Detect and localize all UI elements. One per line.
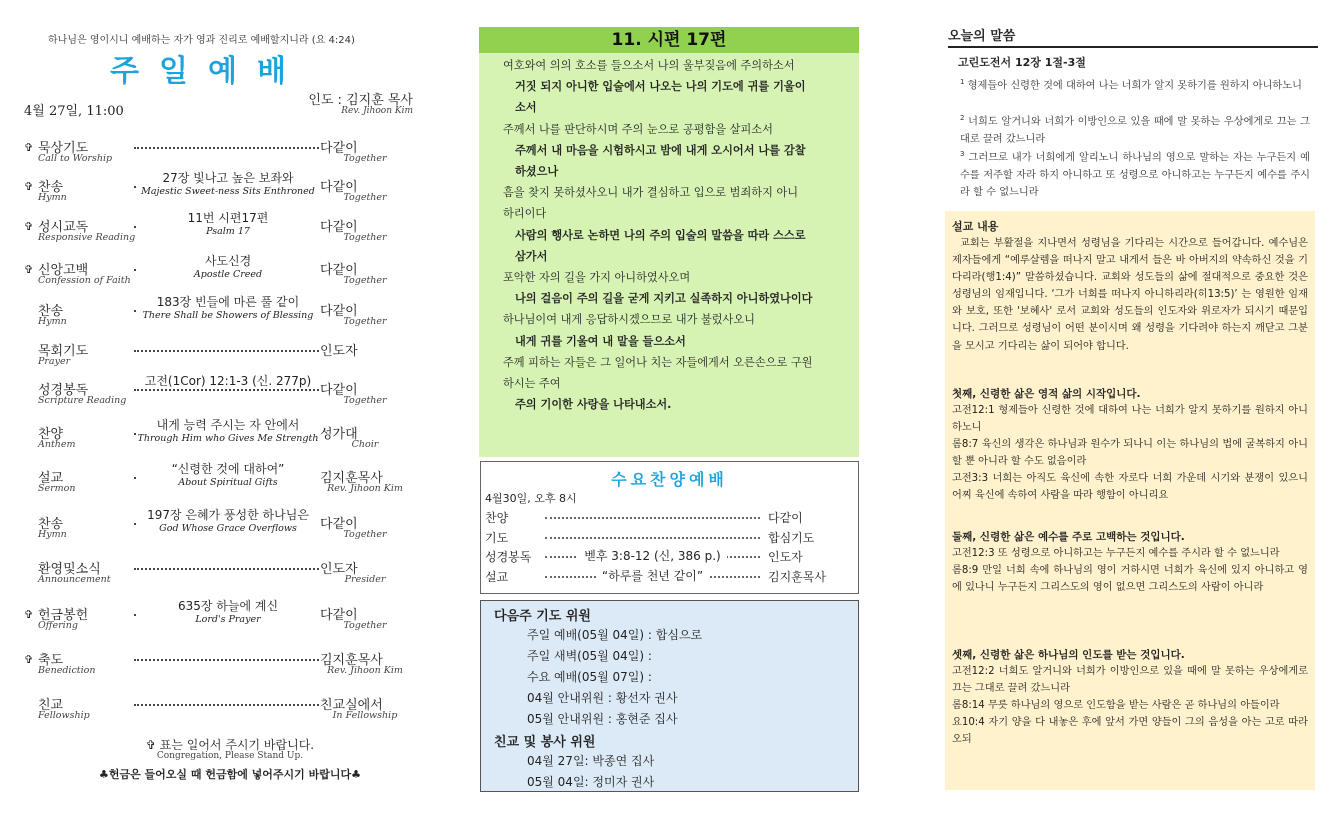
order-item-leader-en: Rev. Jihoon Kim bbox=[327, 665, 403, 676]
order-item-title-en: Responsive Reading bbox=[38, 232, 136, 243]
dot-leader bbox=[134, 704, 319, 706]
scripture-reference: 고린도전서 12장 1절-3절 bbox=[958, 56, 1086, 69]
psalm-line-leader: 흠을 찾지 못하셨사오니 내가 결심하고 입으로 범죄하지 아니 bbox=[503, 186, 799, 200]
dot-leader bbox=[134, 147, 319, 149]
order-item-detail-en: Psalm 17 bbox=[206, 226, 250, 237]
wednesday-item-detail: “하루를 천년 같이” bbox=[545, 567, 760, 584]
order-item bbox=[24, 418, 419, 465]
scripture-verse: $^2$ 너희도 알거니와 너희가 이방인으로 있을 때에 말 못하는 우상에게로 끄는 그대로 끌려 갔느니라 bbox=[960, 114, 1310, 145]
order-item-title-en: Confession of Faith bbox=[38, 275, 131, 286]
stand-note: ✞ 표는 일어서 주시기 바랍니다. bbox=[145, 738, 315, 752]
order-item-detail bbox=[136, 508, 320, 535]
order-item bbox=[24, 649, 419, 691]
wednesday-item-leader: 김지훈목사 bbox=[768, 570, 826, 584]
order-item-title: 목회기도 bbox=[38, 344, 89, 359]
order-item bbox=[24, 374, 419, 421]
fellowship-item: 05월 04일: 정미자 권사 bbox=[527, 775, 655, 789]
order-item-title: 설교 bbox=[38, 471, 64, 486]
psalm-line-response: 주께서 내 마음을 시험하시고 밤에 내게 오시어서 나를 감찰 bbox=[515, 143, 806, 157]
order-item-detail-en: Lord's Prayer bbox=[195, 614, 261, 625]
order-item-leader: 성가대 bbox=[320, 427, 358, 442]
order-item-detail bbox=[136, 374, 320, 389]
psalm-line-response: 거짓 되지 아니한 입술에서 나오는 나의 기도에 귀를 기울이 bbox=[515, 80, 806, 94]
psalm-line-leader: 여호와여 의의 호소를 들으소서 나의 울부짖음에 주의하소서 bbox=[503, 59, 795, 72]
sermon-point-heading: 둘째, 신령한 삶은 예수를 주로 고백하는 것입니다. bbox=[952, 531, 1185, 543]
order-item-title-en: Hymn bbox=[38, 192, 67, 203]
order-item-leader-en: Together bbox=[343, 620, 387, 631]
scripture-verse: $^3$ 그러므로 내가 너희에게 알리노니 하나님의 영으로 말하는 자는 누구든지 예수를 저주할 자라 하지 아니하고 또 성령으로 아니하고는 누구든지 예수를 주시라 할 수 없느니라 bbox=[960, 150, 1310, 199]
order-item-title-en: Fellowship bbox=[38, 710, 90, 721]
order-item-leader: 다같이 bbox=[320, 263, 358, 278]
wednesday-order-item bbox=[485, 548, 855, 568]
stand-note-en: Congregation, Please Stand Up. bbox=[156, 751, 304, 761]
header-verse: 하나님은 영이시니 예배하는 자가 영과 진리로 예배할지니라 (요 4:24) bbox=[48, 35, 355, 46]
wednesday-order-item bbox=[485, 529, 855, 549]
order-item-title-en: Scripture Reading bbox=[38, 395, 127, 406]
order-item-detail bbox=[136, 254, 320, 281]
order-item-leader: 다같이 bbox=[320, 383, 358, 398]
order-item-title: 찬송 bbox=[38, 304, 64, 319]
psalm-line-response: 주의 기이한 사랑을 나타내소서. bbox=[515, 398, 672, 412]
order-item-detail-ko: 내게 능력 주시는 자 안에서 bbox=[156, 418, 300, 432]
order-item-title: 찬송 bbox=[38, 180, 64, 195]
order-item-leader-en: Together bbox=[343, 316, 387, 327]
order-item-leader: 김지훈목사 bbox=[320, 653, 383, 668]
wednesday-item-title: 찬양 bbox=[485, 511, 509, 525]
offering-note: ♣헌금은 들어오실 때 헌금함에 넣어주시기 바랍니다♣ bbox=[98, 768, 361, 781]
order-item-detail-ko: 사도신경 bbox=[204, 254, 252, 268]
dot-leader bbox=[134, 350, 319, 352]
dot-leader bbox=[134, 659, 319, 661]
sermon-heading: 설교 내용 bbox=[952, 220, 999, 233]
psalm-line-response: 내게 귀를 기울여 내 말을 들으소서 bbox=[515, 334, 686, 348]
wednesday-item-leader: 합심기도 bbox=[768, 531, 815, 545]
order-item-detail-ko: 11번 시편17편 bbox=[187, 211, 269, 225]
order-item-title-en: Hymn bbox=[38, 316, 67, 327]
order-item-leader: 인도자 bbox=[320, 562, 358, 577]
psalm-heading: 11. 시편 17편 bbox=[479, 27, 859, 53]
service-date: 4월 27일, 11:00 bbox=[24, 104, 124, 119]
order-item-detail bbox=[136, 295, 320, 322]
order-item-leader: 다같이 bbox=[320, 180, 358, 195]
order-item-detail-en: Apostle Creed bbox=[193, 269, 263, 280]
order-item-detail-ko: 183장 빈들에 마른 풀 같이 bbox=[156, 295, 300, 309]
order-item-title: 성경봉독 bbox=[38, 383, 89, 398]
fellowship-item: 04월 27일: 박종연 집사 bbox=[527, 754, 655, 768]
wednesday-order-item bbox=[485, 509, 855, 529]
order-item-leader-en: Together bbox=[343, 232, 387, 243]
psalm-line-response: 하셨으나 bbox=[515, 165, 559, 179]
order-item-leader: 김지훈목사 bbox=[320, 471, 383, 486]
page-title: 주일예배 bbox=[110, 54, 306, 89]
order-item-detail bbox=[136, 462, 320, 489]
order-item-leader: 다같이 bbox=[320, 517, 358, 532]
wednesday-item-title: 설교 bbox=[485, 570, 509, 584]
order-item-leader: 다같이 bbox=[320, 608, 358, 623]
sermon-point-body: 고전12:1 형제들아 신령한 것에 대하여 나는 너희가 알지 못하기를 원하지 아니하노니 롬8:7 육신의 생각은 하나님과 원수가 되나니 이는 하나님의 법에 굴복하지 아니할 뿐 아니라 할 수도 없음이라 고전3:3 너희는 아직도 육신에 속한 자로다 너희 가운데 시기와 분쟁이 있으니 어찌 육신에 속하여 사람을 따라 행함이 아니리요 bbox=[952, 405, 1308, 502]
service-leader-en: Rev. Jihoon Kim bbox=[341, 106, 413, 116]
sermon-point-body: 고전12:3 또 성령으로 아니하고는 누구든지 예수를 주시라 할 수 없느니라 롬8:9 만일 너희 속에 하나님의 영이 거하시면 너희가 육신에 있지 아니하고 영에 있나니 누구든지 그리스도의 영이 없으면 그리스도의 사람이 아니라 bbox=[952, 548, 1308, 594]
psalm-line-leader: 포악한 자의 길을 가지 아니하였사오며 bbox=[503, 271, 691, 285]
wednesday-item-leader: 인도자 bbox=[768, 550, 803, 564]
order-item-title: 찬송 bbox=[38, 517, 64, 532]
order-item-title-en: Hymn bbox=[38, 529, 67, 540]
order-item bbox=[24, 211, 419, 258]
order-item bbox=[24, 462, 419, 509]
order-item-title-en: Offering bbox=[38, 620, 78, 631]
wednesday-item-detail: 벧후 3:8-12 (신, 386 p.) bbox=[545, 547, 760, 564]
prayer-item: 05월 안내위원 : 홍현준 집사 bbox=[527, 712, 678, 726]
sermon-point-heading: 셋째, 신령한 삶은 하나님의 인도를 받는 것입니다. bbox=[952, 649, 1185, 661]
order-item-leader-en: Presider bbox=[344, 574, 386, 585]
psalm-line-response: 삼가서 bbox=[515, 249, 548, 263]
order-item-detail-en: About Spiritual Gifts bbox=[178, 477, 278, 488]
wednesday-service-time: 4월30일, 오후 8시 bbox=[485, 492, 577, 505]
psalm-reading bbox=[503, 55, 849, 415]
order-item-title: 묵상기도 bbox=[38, 141, 89, 156]
order-item-title: 축도 bbox=[38, 653, 64, 668]
order-item-leader-en: Together bbox=[343, 395, 387, 406]
order-item-detail-en: Through Him who Gives Me Strength bbox=[137, 433, 319, 444]
prayer-item: 수요 예배(05월 07일) : bbox=[527, 670, 652, 684]
order-item-detail-ko: 635장 하늘에 계신 bbox=[177, 599, 279, 613]
order-item-detail-ko: 197장 은혜가 풍성한 하나님은 bbox=[147, 508, 309, 522]
standing-cross-icon: ✞ bbox=[24, 653, 34, 666]
order-item-detail-en: God Whose Grace Overflows bbox=[159, 523, 297, 534]
order-item-leader-en: Rev. Jihoon Kim bbox=[327, 483, 403, 494]
order-item-detail-en: Majestic Sweet-ness Sits Enthroned bbox=[141, 186, 315, 197]
order-item bbox=[24, 295, 419, 342]
dot-leader bbox=[134, 389, 319, 391]
order-item-detail-ko: 고전(1Cor) 12:1-3 (신. 277p) bbox=[144, 374, 312, 388]
service-leader: 인도 : 김지훈 목사 bbox=[308, 93, 413, 108]
wednesday-service-title: 수요찬양예배 bbox=[611, 470, 728, 489]
fellowship-committee-heading: 친교 및 봉사 위원 bbox=[494, 735, 596, 750]
standing-cross-icon: ✞ bbox=[24, 608, 34, 621]
wednesday-item-leader: 다같이 bbox=[768, 511, 803, 525]
psalm-line-leader: 하리이다 bbox=[503, 207, 547, 221]
order-item-title: 신앙고백 bbox=[38, 263, 89, 278]
order-item bbox=[24, 694, 419, 736]
dot-leader bbox=[545, 537, 760, 539]
sermon-intro: 교회는 부활절을 지나면서 성령님을 기다리는 시간으로 들어갑니다. 예수님은 제자들에게 “예루살렘을 떠나지 말고 내게서 들은 바 아버지의 약속하신 것을 기다리라(행1:4)” 말씀하셨습니다. 교회와 성도들의 삶에 절대적으로 중요한 것은 성령님의 임재입니다. ‘그가 너희를 떠나지 아니하리라(히13:5)’ 는 영원한 임재와 보호, 또한 '보혜사' 로서 교회와 성도들의 인도자와 위로자가 되시기 때문입니다. 그러므로 성령님이 어떤 분이시며 왜 성령을 기다려야 하는지 깨닫고 그분을 모시고 기다리는 삶이 되어야 합니다. bbox=[952, 238, 1308, 352]
order-item-detail-en: There Shall be Showers of Blessing bbox=[142, 310, 314, 321]
order-item-title-en: Benediction bbox=[38, 665, 96, 676]
standing-cross-icon: ✞ bbox=[24, 220, 34, 233]
order-item-leader-en: In Fellowship bbox=[332, 710, 398, 721]
standing-cross-icon: ✞ bbox=[24, 263, 34, 276]
psalm-line-leader: 하시는 주여 bbox=[503, 377, 561, 391]
order-item-title: 헌금봉헌 bbox=[38, 608, 89, 623]
order-item-leader-en: Together bbox=[343, 275, 387, 286]
psalm-line-leader: 주께 피하는 자들은 그 일어나 치는 자들에게서 오른손으로 구원 bbox=[503, 355, 813, 369]
order-item-leader-en: Together bbox=[343, 153, 387, 164]
order-item-title-en: Sermon bbox=[38, 483, 76, 494]
psalm-line-response: 사람의 행사로 논하면 나의 주의 입술의 말씀을 따라 스스로 bbox=[515, 228, 806, 242]
order-item-title-en: Call to Worship bbox=[38, 153, 113, 164]
order-item-leader: 다같이 bbox=[320, 304, 358, 319]
order-item-detail-ko: 27장 빛나고 높은 보좌와 bbox=[162, 171, 294, 185]
order-item bbox=[24, 599, 419, 646]
order-item-leader: 다같이 bbox=[320, 220, 358, 235]
order-item-detail bbox=[136, 418, 320, 445]
wednesday-item-title: 성경봉독 bbox=[485, 550, 532, 564]
psalm-line-response: 소서 bbox=[515, 101, 537, 115]
dot-leader bbox=[545, 517, 760, 519]
dot-leader bbox=[134, 568, 319, 570]
psalm-line-leader: 주께서 나를 판단하시며 주의 눈으로 공평함을 살피소서 bbox=[503, 122, 773, 136]
scripture-verse: $^1$ 형제들아 신령한 것에 대하여 나는 너희가 알지 못하기를 원하지 아니하노니 bbox=[960, 78, 1302, 92]
order-item-detail bbox=[136, 211, 320, 238]
order-item-title: 친교 bbox=[38, 698, 64, 713]
sermon-point-body: 고전12:2 너희도 알거니와 너희가 이방인으로 있을 때에 말 못하는 우상에게로 끄는 그대로 끌려 갔느니라 롬8:14 무릇 하나님의 영으로 인도함을 받는 사람은 곧 하나님의 아들이라 요10:4 자기 양을 다 내놓은 후에 앞서 가면 양들이 그의 음성을 아는 고로 따라오되 bbox=[952, 666, 1308, 746]
standing-cross-icon: ✞ bbox=[24, 180, 34, 193]
prayer-item: 주일 새벽(05월 04일) : bbox=[527, 649, 652, 663]
order-item-title: 환영및소식 bbox=[38, 562, 101, 577]
order-item bbox=[24, 558, 419, 600]
order-item-title-en: Anthem bbox=[38, 439, 76, 450]
wednesday-item-title: 기도 bbox=[485, 531, 509, 545]
order-item bbox=[24, 508, 419, 555]
order-item-leader: 다같이 bbox=[320, 141, 358, 156]
order-item-leader: 친교실에서 bbox=[320, 698, 383, 713]
sermon-point-heading: 첫째, 신령한 삶은 영적 삶의 시작입니다. bbox=[952, 388, 1141, 400]
order-item-leader-en: Together bbox=[343, 192, 387, 203]
order-item-leader-en: Choir bbox=[351, 439, 379, 450]
psalm-line-leader: 하나님이여 내게 응답하시겠으므로 내가 불렀사오니 bbox=[503, 313, 755, 327]
prayer-item: 주일 예배(05월 04일) : 합심으로 bbox=[527, 628, 703, 642]
order-item-leader-en: Together bbox=[343, 529, 387, 540]
order-item-detail bbox=[136, 171, 320, 198]
standing-cross-icon: ✞ bbox=[24, 141, 34, 154]
order-item-title-en: Announcement bbox=[38, 574, 111, 585]
wednesday-order-item bbox=[485, 568, 855, 588]
psalm-line-response: 나의 걸음이 주의 길을 굳게 지키고 실족하지 아니하였나이다 bbox=[515, 292, 813, 306]
prayer-item: 04월 안내위원 : 황선자 권사 bbox=[527, 691, 678, 705]
order-item-detail-ko: “신령한 것에 대하여” bbox=[171, 462, 285, 476]
order-item-title: 찬양 bbox=[38, 427, 64, 442]
order-item-title-en: Prayer bbox=[38, 356, 71, 367]
prayer-committee-heading: 다음주 기도 위원 bbox=[494, 609, 591, 624]
todays-word-heading: 오늘의 말씀 bbox=[948, 25, 1318, 48]
order-item-title: 성시교독 bbox=[38, 220, 89, 235]
order-item-leader: 인도자 bbox=[320, 344, 358, 359]
order-item-detail bbox=[136, 599, 320, 626]
